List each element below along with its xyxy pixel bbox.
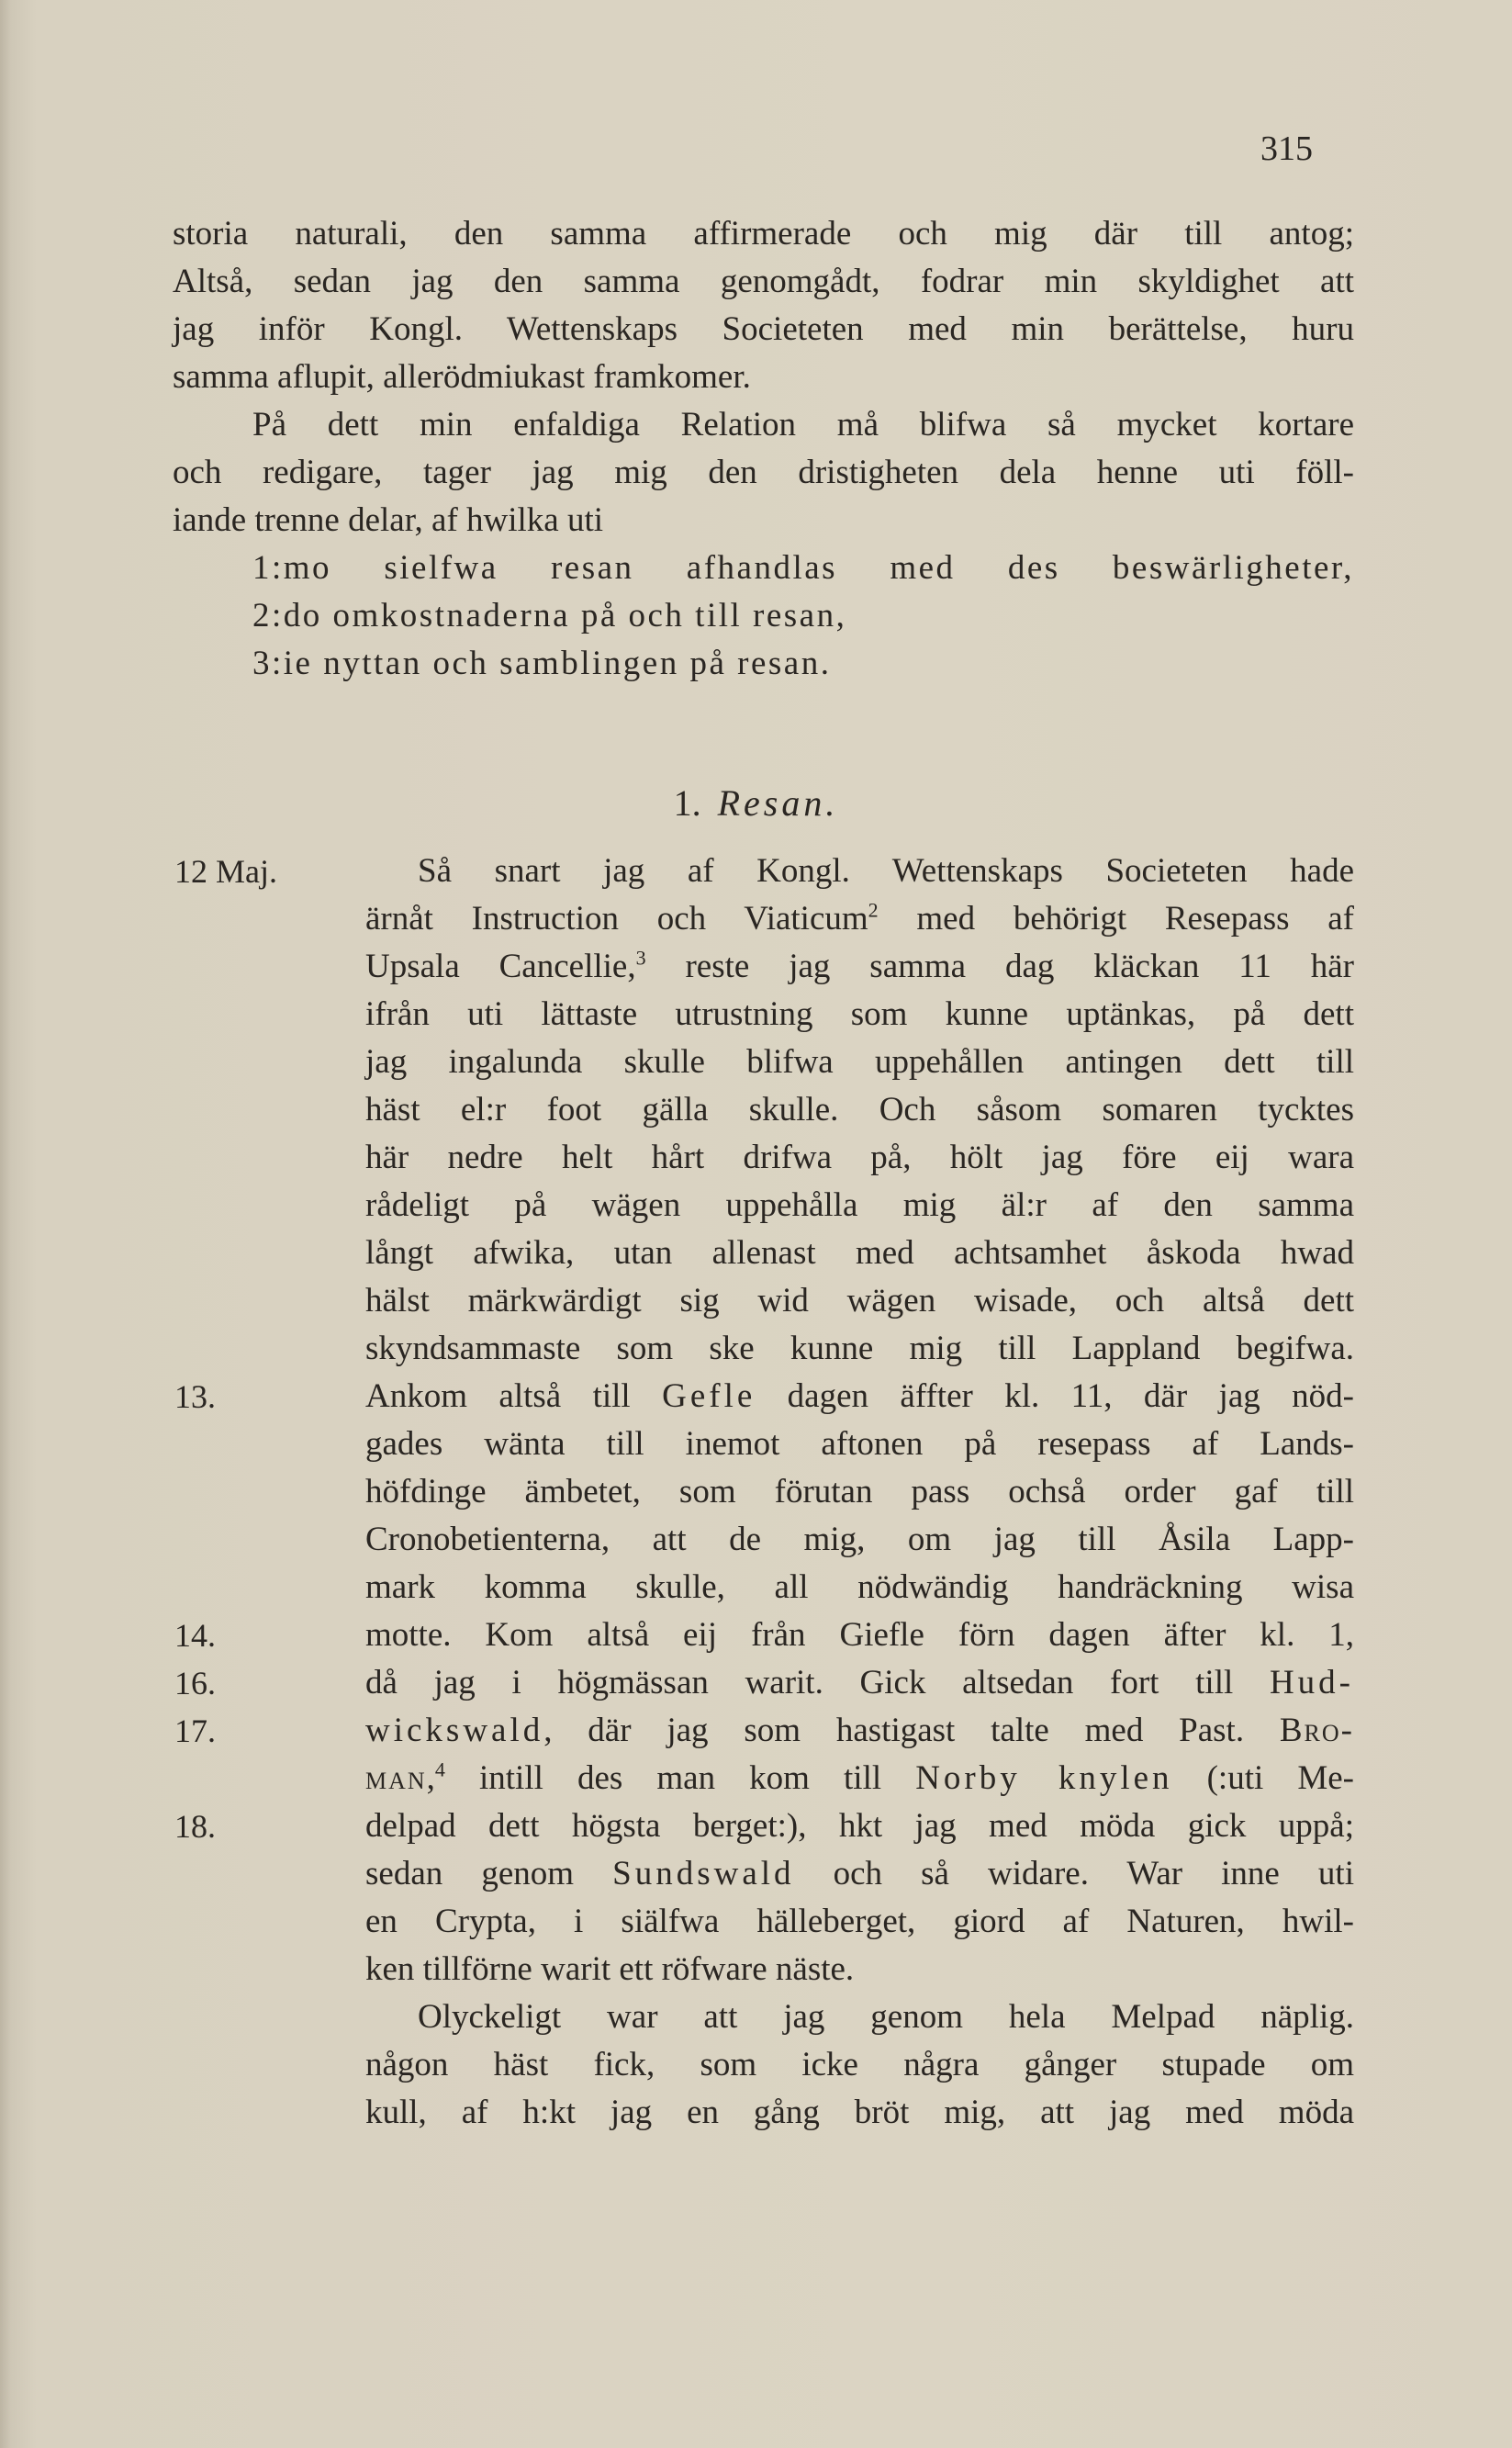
list-item: 3:ie nyttan och samblingen på resan. <box>252 645 832 682</box>
text-line: Ankom altså till Gefle dagen äffter kl. 11, där jag nöd- <box>365 1377 1354 1415</box>
text-line: jag ingalunda skulle blifwa uppehållen antingen dett till <box>365 1043 1354 1081</box>
text-line: rådeligt på wägen uppehålla mig äl:r af den samma <box>365 1186 1354 1224</box>
text-line: ken tillförne warit ett röfware näste. <box>365 1950 855 1988</box>
list-item: 2:do omkostnaderna på och till resan, <box>252 597 847 634</box>
text-line: Olyckeligt war att jag genom hela Melpad näplig. <box>418 1998 1354 2036</box>
text-line: hälst märkwärdigt sig wid wägen wisade, och altså dett <box>365 1282 1354 1319</box>
footnote-marker: 2 <box>868 898 879 922</box>
list-item: 1:mo sielfwa resan afhandlas med des beswärligheter, <box>252 549 1354 587</box>
text-line: jag inför Kongl. Wettenskaps Societeten med min berättelse, huru <box>173 310 1354 348</box>
footnote-marker: 3 <box>635 946 646 970</box>
page-number: 315 <box>1260 129 1313 168</box>
text-line: skyndsammaste som ske kunne mig till Lappland begifwa. <box>365 1330 1354 1367</box>
text-line: Altså, sedan jag den samma genomgådt, fodrar min skyldighet att <box>173 263 1354 300</box>
text-line: ärnåt Instruction och Viaticum$^2$ med behörigt Resepass af <box>365 898 1354 938</box>
text-line: På dett min enfaldiga Relation må blifwa så mycket kortare <box>252 406 1354 444</box>
text-line: här nedre helt hårt drifwa på, hölt jag före eij wara <box>365 1139 1354 1176</box>
text-line: en Crypta, i siälfwa hälleberget, giord af Naturen, hwil- <box>365 1903 1354 1940</box>
section-number: 1. <box>673 782 701 824</box>
text-line: Så snart jag af Kongl. Wettenskaps Societeten hade <box>418 852 1354 890</box>
text-line: storia naturali, den samma affirmerade och mig där till antog; <box>173 215 1354 253</box>
section-heading <box>0 780 1512 826</box>
margin-date: 14. <box>174 1617 216 1654</box>
margin-date: 18. <box>174 1808 216 1845</box>
margin-date: 13. <box>174 1378 216 1415</box>
text-line: någon häst fick, som icke några gånger stupade om <box>365 2046 1354 2083</box>
text-line: man,$^4$ intill des man kom till Norby knylen (:uti Me- <box>365 1757 1354 1797</box>
text-line: ifrån uti lättaste utrustning som kunne uptänkas, på dett <box>365 995 1354 1033</box>
text-line: mark komma skulle, all nödwändig handräckning wisa <box>365 1568 1354 1606</box>
margin-date: 12 Maj. <box>174 853 277 890</box>
text-line: kull, af h:kt jag en gång bröt mig, att jag med möda <box>365 2094 1354 2131</box>
text-line: höfdinge ämbetet, som förutan pass ochså order gaf till <box>365 1473 1354 1510</box>
text-line: häst el:r foot gälla skulle. Och såsom somaren tycktes <box>365 1091 1354 1129</box>
text-line: Upsala Cancellie,$^3$ reste jag samma dag kläckan 11 här <box>365 946 1354 985</box>
text-line: motte. Kom altså eij från Giefle förn dagen äfter kl. 1, <box>365 1616 1354 1654</box>
text-line: delpad dett högsta berget:), hkt jag med möda gick uppå; <box>365 1807 1354 1845</box>
text-line: wickswald, där jag som hastigast talte med Past. Bro- <box>365 1712 1354 1749</box>
text-line: då jag i högmässan warit. Gick altsedan fort till Hud- <box>365 1664 1354 1701</box>
text-line: och redigare, tager jag mig den dristigheten dela henne uti föll- <box>173 454 1354 491</box>
text-line: sedan genom Sundswald och så widare. War inne uti <box>365 1855 1354 1892</box>
footnote-marker: 4 <box>434 1757 445 1781</box>
text-line: samma aflupit, allerödmiukast framkomer. <box>173 358 751 396</box>
text-line: Cronobetienterna, att de mig, om jag till Åsila Lapp- <box>365 1521 1354 1558</box>
text-line: långt afwika, utan allenast med achtsamhet åskoda hwad <box>365 1234 1354 1272</box>
text-line: gades wänta till inemot aftonen på resepass af Lands- <box>365 1425 1354 1463</box>
margin-date: 17. <box>174 1712 216 1749</box>
section-title: Resan. <box>717 782 839 824</box>
margin-date: 16. <box>174 1665 216 1701</box>
text-line: iande trenne delar, af hwilka uti <box>173 501 604 539</box>
